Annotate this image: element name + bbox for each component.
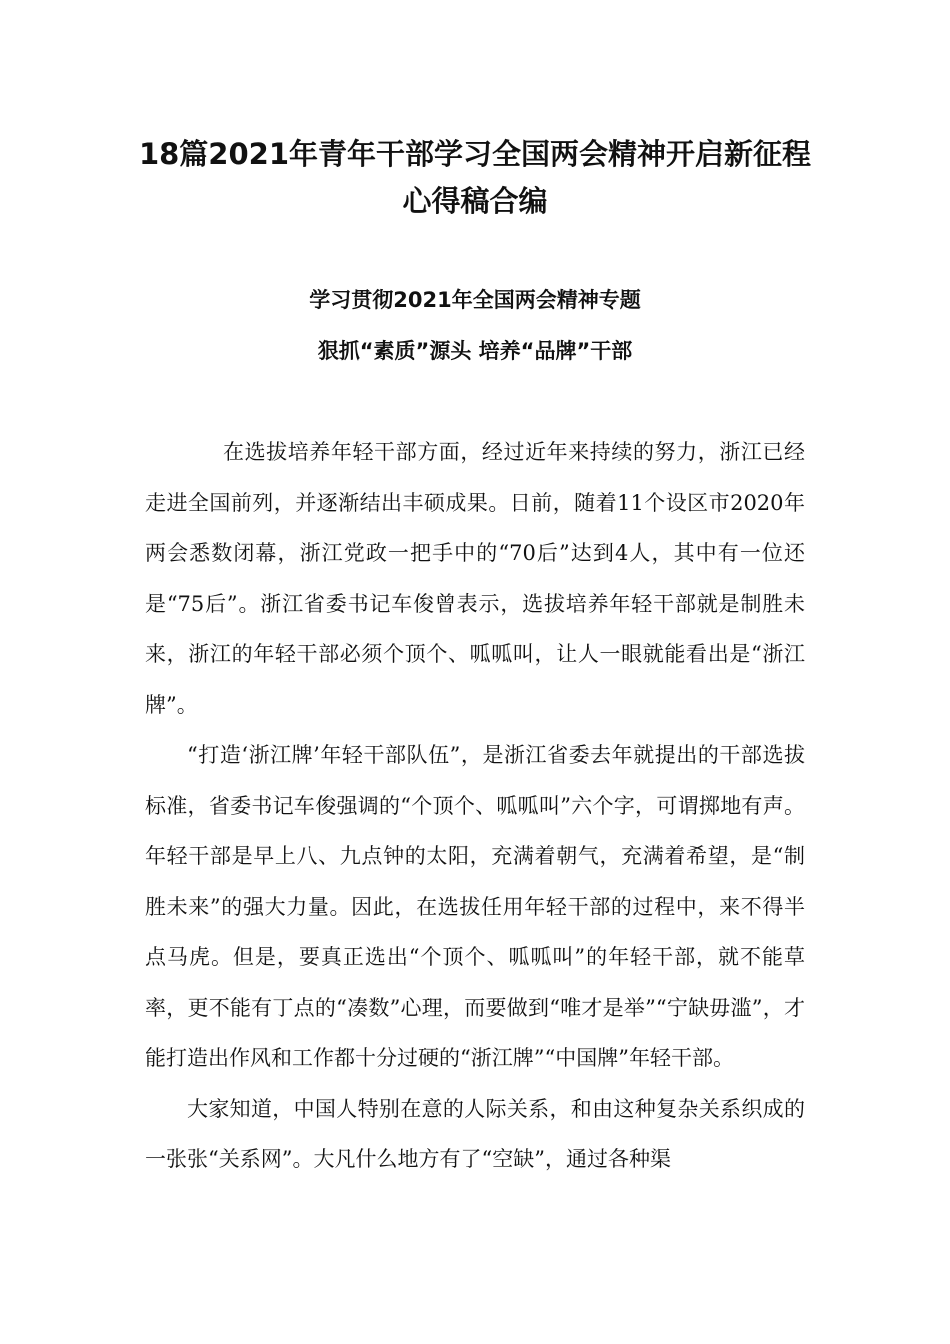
document-title-line-2: 心得稿合编 (402, 184, 548, 218)
document-title-line-1: 18篇2021年青年干部学习全国两会精神开启新征程 (138, 137, 812, 171)
paragraph-3: 大家知道，中国人特别在意的人际关系，和由这种复杂关系织成的一张张“关系网”。大凡什么地方有了“空缺”，通过各种渠 (145, 1096, 805, 1171)
section-heading: 学习贯彻2021年全国两会精神专题 (309, 288, 641, 312)
paragraph-1: 在选拔培养年轻干部方面，经过近年来持续的努力，浙江已经走进全国前列，并逐渐结出丰硕成果。日前，随着11个设区市2020年两会悉数闭幕，浙江党政一把手中的“70后”达到4人，其中有一位还是“75后”。浙江省委书记车俊曾表示，选拔培养年轻干部就是制胜未来，浙江的年轻干部必须个顶个、呱呱叫，让人一眼就能看出是“浙江牌”。 (145, 440, 805, 717)
article-body (145, 427, 805, 1185)
article-title: 狠抓“素质”源头 培养“品牌”干部 (317, 339, 633, 363)
paragraph-2: “打造‘浙江牌’年轻干部队伍”，是浙江省委去年就提出的干部选拔标准，省委书记车俊强调的“个顶个、呱呱叫”六个字，可谓掷地有声。年轻干部是早上八、九点钟的太阳，充满着朝气，充满着希望，是“制胜未来”的强大力量。因此，在选拔任用年轻干部的过程中，来不得半点马虎。但是，要真正选出“个顶个、呱呱叫”的年轻干部，就不能草率，更不能有丁点的“凑数”心理，而要做到“唯才是举”“宁缺毋滥”，才能打造出作风和工作都十分过硬的“浙江牌”“中国牌”年轻干部。 (145, 743, 805, 1070)
